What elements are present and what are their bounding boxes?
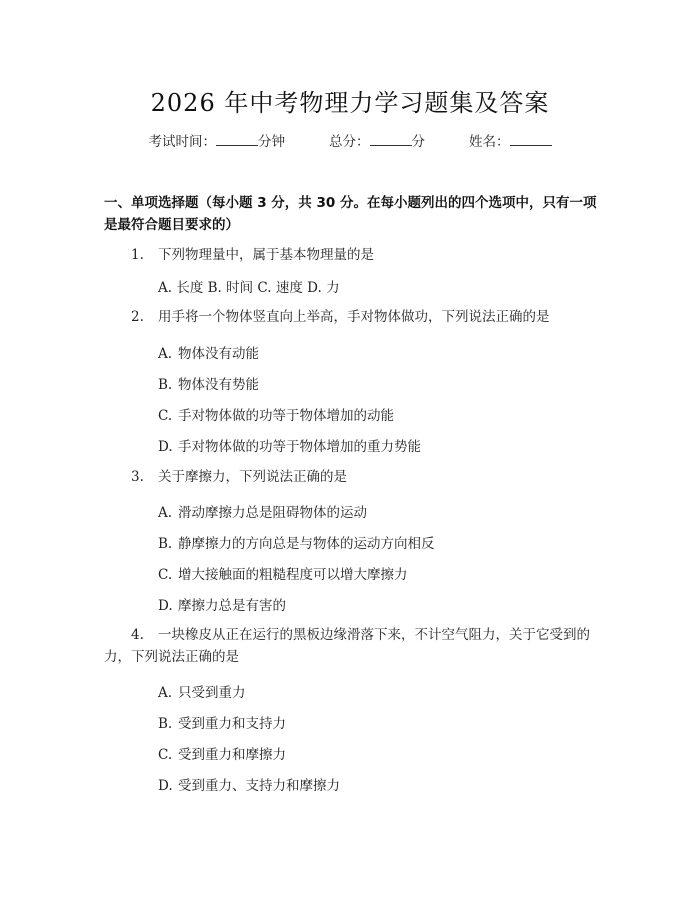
option-letter: A. [158,505,173,521]
option-text: 增大接触面的粗糙程度可以增大摩擦力 [178,567,408,583]
option-letter: D. [158,598,173,614]
option-letter: D. [158,778,173,794]
question-3 [131,466,347,488]
question-number: 2. [131,309,144,325]
option-item [158,501,367,521]
option-text: 滑动摩擦力总是阻碍物体的运动 [178,505,367,521]
total-score-field: 总分： 分 [329,134,425,150]
option-text: 手对物体做的功等于物体增加的动能 [178,408,394,424]
option-letter: B. [158,536,173,552]
option-letter: A. [158,685,173,701]
option-letter: D. [158,439,173,455]
name-blank [510,133,552,146]
option-text: 受到重力和摩擦力 [178,747,286,763]
option-letter: B. [158,377,173,393]
option-text: 物体没有动能 [178,346,259,362]
option-text: 摩擦力总是有害的 [178,598,286,614]
score-blank [370,133,412,146]
option-item [158,712,286,732]
section-heading: 一、单项选择题（每小题 3 分，共 30 分。在每小题列出的四个选项中，只有一项是最符合题目要求的） [104,195,597,233]
option-item [158,563,408,583]
option-text: 静摩擦力的方向总是与物体的运动方向相反 [178,536,435,552]
option-item [158,435,421,455]
option-item [158,342,259,362]
option-item [158,532,435,552]
question-number: 4. [131,627,144,643]
option-text: 手对物体做的功等于物体增加的重力势能 [178,439,421,455]
exam-info-row [0,130,700,150]
option-text: 物体没有势能 [178,377,259,393]
question-stem: 一块橡皮从正在运行的黑板边缘滑落下来，不计空气阻力，关于它受到的力，下列说法正确的是 [104,627,590,665]
question-4 [104,624,604,668]
question-1-options: A. 长度 B. 时间 C. 速度 D. 力 [158,280,340,296]
question-stem: 关于摩擦力，下列说法正确的是 [158,469,347,485]
option-text: 受到重力、支持力和摩擦力 [178,778,340,794]
exam-time-field: 考试时间： 分钟 [148,134,285,150]
question-stem: 用手将一个物体竖直向上举高，手对物体做功，下列说法正确的是 [158,309,550,325]
question-number: 1. [131,247,144,263]
question-stem: 下列物理量中，属于基本物理量的是 [158,247,374,263]
time-blank [216,133,258,146]
option-item [158,373,259,393]
option-text: 只受到重力 [178,685,246,701]
question-1 [131,244,374,266]
page-title: 2026 年中考物理力学习题集及答案 [150,89,550,117]
option-item [158,681,246,701]
option-letter: A. [158,346,173,362]
option-item [158,404,394,424]
option-text: 受到重力和支持力 [178,716,286,732]
option-letter: C. [158,567,173,583]
option-letter: B. [158,716,173,732]
option-letter: C. [158,408,173,424]
option-item [158,774,340,794]
question-number: 3. [131,469,144,485]
name-field: 姓名： [469,134,552,150]
question-2 [131,306,550,328]
option-item [158,743,286,763]
option-item [158,594,286,614]
option-letter: C. [158,747,173,763]
